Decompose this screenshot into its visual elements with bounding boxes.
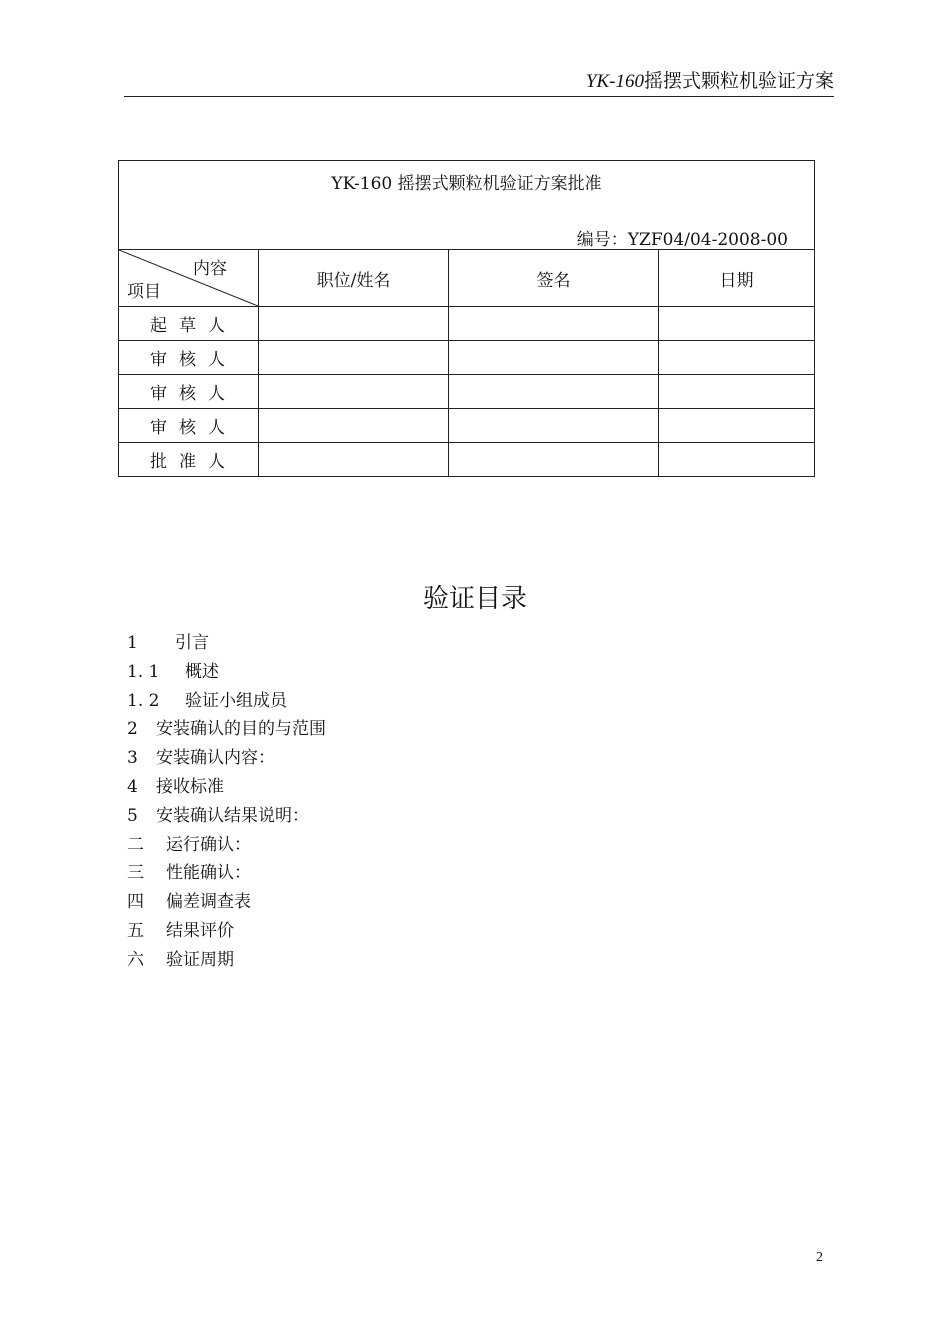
toc-item[interactable] <box>127 859 326 888</box>
header-document-title: 摇摆式颗粒机验证方案 <box>643 70 834 92</box>
toc-item-number: 三 <box>127 863 144 884</box>
table-row-approver <box>119 443 815 477</box>
toc-item[interactable] <box>127 629 326 658</box>
toc-item-text: 安装确认内容： <box>156 748 275 769</box>
date-cell[interactable] <box>659 341 815 375</box>
toc-item[interactable] <box>127 715 326 744</box>
position-name-cell[interactable] <box>259 307 449 341</box>
toc-item-number: 六 <box>127 949 144 970</box>
header-title <box>586 66 834 93</box>
toc-item-number: 5 <box>127 805 138 826</box>
signature-cell[interactable] <box>449 341 659 375</box>
diagonal-header-content: 内容 <box>193 259 227 279</box>
table-row-reviewer <box>119 375 815 409</box>
approval-table <box>118 160 815 477</box>
signature-cell[interactable] <box>449 409 659 443</box>
role-label: 审核人 <box>119 375 259 409</box>
signature-cell[interactable] <box>449 443 659 477</box>
page-header <box>124 66 834 97</box>
toc-item-text: 概述 <box>185 661 219 682</box>
toc-item-number: 1. 2 <box>127 690 160 711</box>
approval-header-row <box>119 250 815 307</box>
signature-cell[interactable] <box>449 375 659 409</box>
role-label: 批准人 <box>119 443 259 477</box>
table-row-reviewer <box>119 341 815 375</box>
column-header-signature: 签名 <box>449 250 659 307</box>
toc-item-number: 四 <box>127 892 144 913</box>
table-row-drafter <box>119 307 815 341</box>
column-header-date: 日期 <box>659 250 815 307</box>
date-cell[interactable] <box>659 443 815 477</box>
toc-item-text: 性能确认： <box>166 863 251 884</box>
toc-item-text: 引言 <box>175 633 209 653</box>
toc-item-number: 2 <box>127 719 138 740</box>
page-number: 2 <box>816 1250 823 1265</box>
position-name-cell[interactable] <box>259 341 449 375</box>
toc-item-number: 二 <box>127 834 144 855</box>
toc-item[interactable] <box>127 831 326 860</box>
date-cell[interactable] <box>659 409 815 443</box>
signature-cell[interactable] <box>449 307 659 341</box>
toc-item-number: 1. 1 <box>127 661 160 682</box>
table-row-reviewer <box>119 409 815 443</box>
toc-title: 验证目录 <box>422 584 527 614</box>
document-number: 编号：YZF04/04-2008-00 <box>576 230 788 250</box>
role-label: 审核人 <box>119 409 259 443</box>
toc-item-number: 五 <box>127 920 144 941</box>
toc-item[interactable] <box>127 946 326 975</box>
toc-item[interactable] <box>127 687 326 716</box>
toc-item-text: 安装确认的目的与范围 <box>156 719 326 740</box>
toc-item-text: 接收标准 <box>156 776 224 797</box>
header-model-code: YK-160 <box>585 71 644 92</box>
toc-item-number: 1 <box>127 633 138 653</box>
toc-item[interactable] <box>127 888 326 917</box>
date-cell[interactable] <box>659 375 815 409</box>
toc-item[interactable] <box>127 658 326 687</box>
toc-item-text: 安装确认结果说明： <box>156 805 309 826</box>
role-label: 审核人 <box>119 341 259 375</box>
date-cell[interactable] <box>659 307 815 341</box>
toc-item-text: 偏差调查表 <box>166 892 251 913</box>
position-name-cell[interactable] <box>259 375 449 409</box>
toc-item-number: 4 <box>127 776 138 797</box>
diagonal-header-cell <box>119 250 259 307</box>
table-of-contents <box>127 629 326 975</box>
column-header-position-name: 职位/姓名 <box>259 250 449 307</box>
toc-item-text: 结果评价 <box>166 920 234 941</box>
diagonal-header-item: 项目 <box>127 282 161 302</box>
toc-item-number: 3 <box>127 748 138 769</box>
toc-item-text: 运行确认： <box>166 834 251 855</box>
toc-item-text: 验证周期 <box>166 949 234 970</box>
role-label: 起草人 <box>119 307 259 341</box>
toc-item-text: 验证小组成员 <box>185 690 287 711</box>
approval-title-cell <box>119 161 815 250</box>
toc-item[interactable] <box>127 802 326 831</box>
toc-item[interactable] <box>127 744 326 773</box>
approval-title: YK-160 摇摆式颗粒机验证方案批准 <box>331 174 602 194</box>
toc-item[interactable] <box>127 917 326 946</box>
toc-item[interactable] <box>127 773 326 802</box>
position-name-cell[interactable] <box>259 443 449 477</box>
position-name-cell[interactable] <box>259 409 449 443</box>
